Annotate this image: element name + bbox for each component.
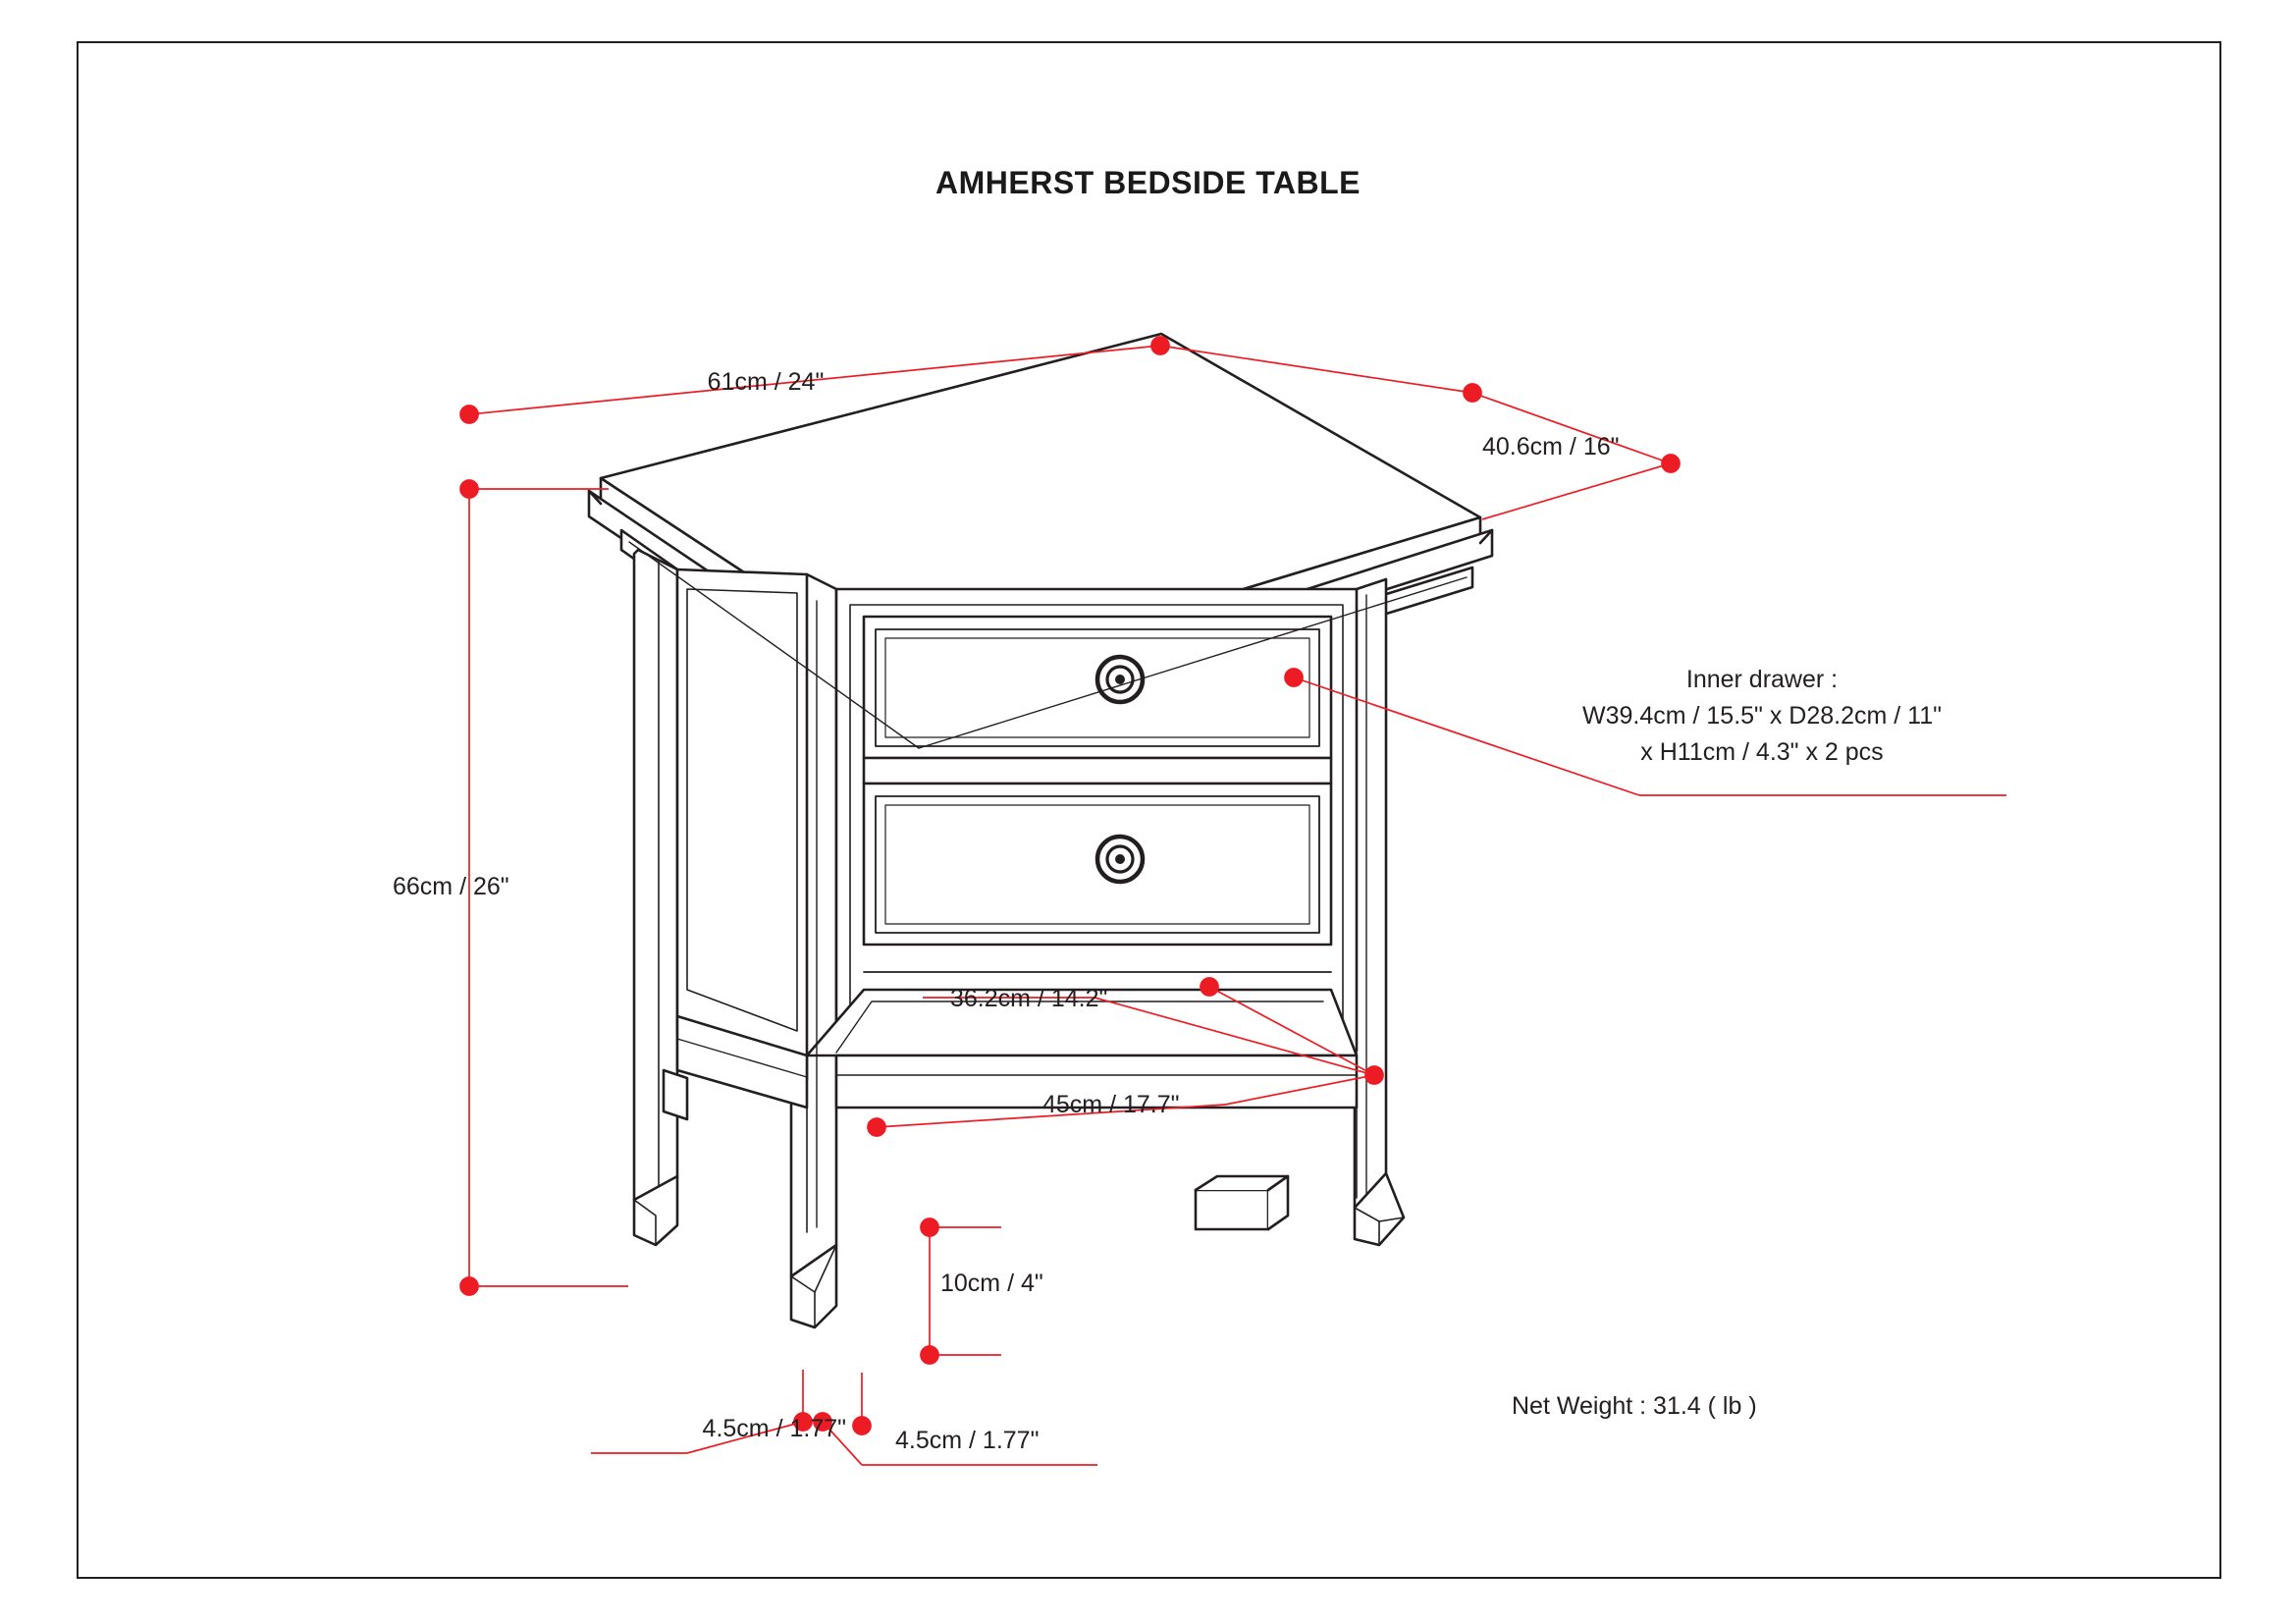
label-shelf-depth: 36.2cm / 14.2" <box>950 985 1108 1012</box>
label-width-top: 61cm / 24" <box>707 368 825 396</box>
label-leg-thickness-left: 4.5cm / 1.77" <box>702 1415 846 1442</box>
lower-stretcher-left <box>664 1070 687 1119</box>
label-height-total: 66cm / 26" <box>393 873 509 900</box>
label-inner-drawer-line1: Inner drawer : <box>1685 666 1839 693</box>
circle-knob-icon-lower <box>1097 837 1143 882</box>
left-side-panel <box>677 569 807 1080</box>
center-foot-block <box>1196 1176 1288 1229</box>
label-shelf-width: 45cm / 17.7" <box>1042 1091 1180 1118</box>
label-leg-thickness-right: 4.5cm / 1.77" <box>895 1427 1040 1454</box>
label-inner-drawer-line2: W39.4cm / 15.5" x D28.2cm / 11" <box>1581 702 1943 730</box>
label-leg-clearance: 10cm / 4" <box>940 1270 1043 1297</box>
label-net-weight: Net Weight : 31.4 ( lb ) <box>1512 1392 1757 1420</box>
label-depth-top: 40.6cm / 16" <box>1482 433 1620 460</box>
drawer-divider-rail <box>864 758 1331 784</box>
circle-knob-icon-upper <box>1097 657 1143 702</box>
label-inner-drawer-line3: x H11cm / 4.3" x 2 pcs <box>1640 738 1884 766</box>
front-right-leg <box>1355 579 1386 1216</box>
page-title: AMHERST BEDSIDE TABLE <box>934 165 1362 200</box>
